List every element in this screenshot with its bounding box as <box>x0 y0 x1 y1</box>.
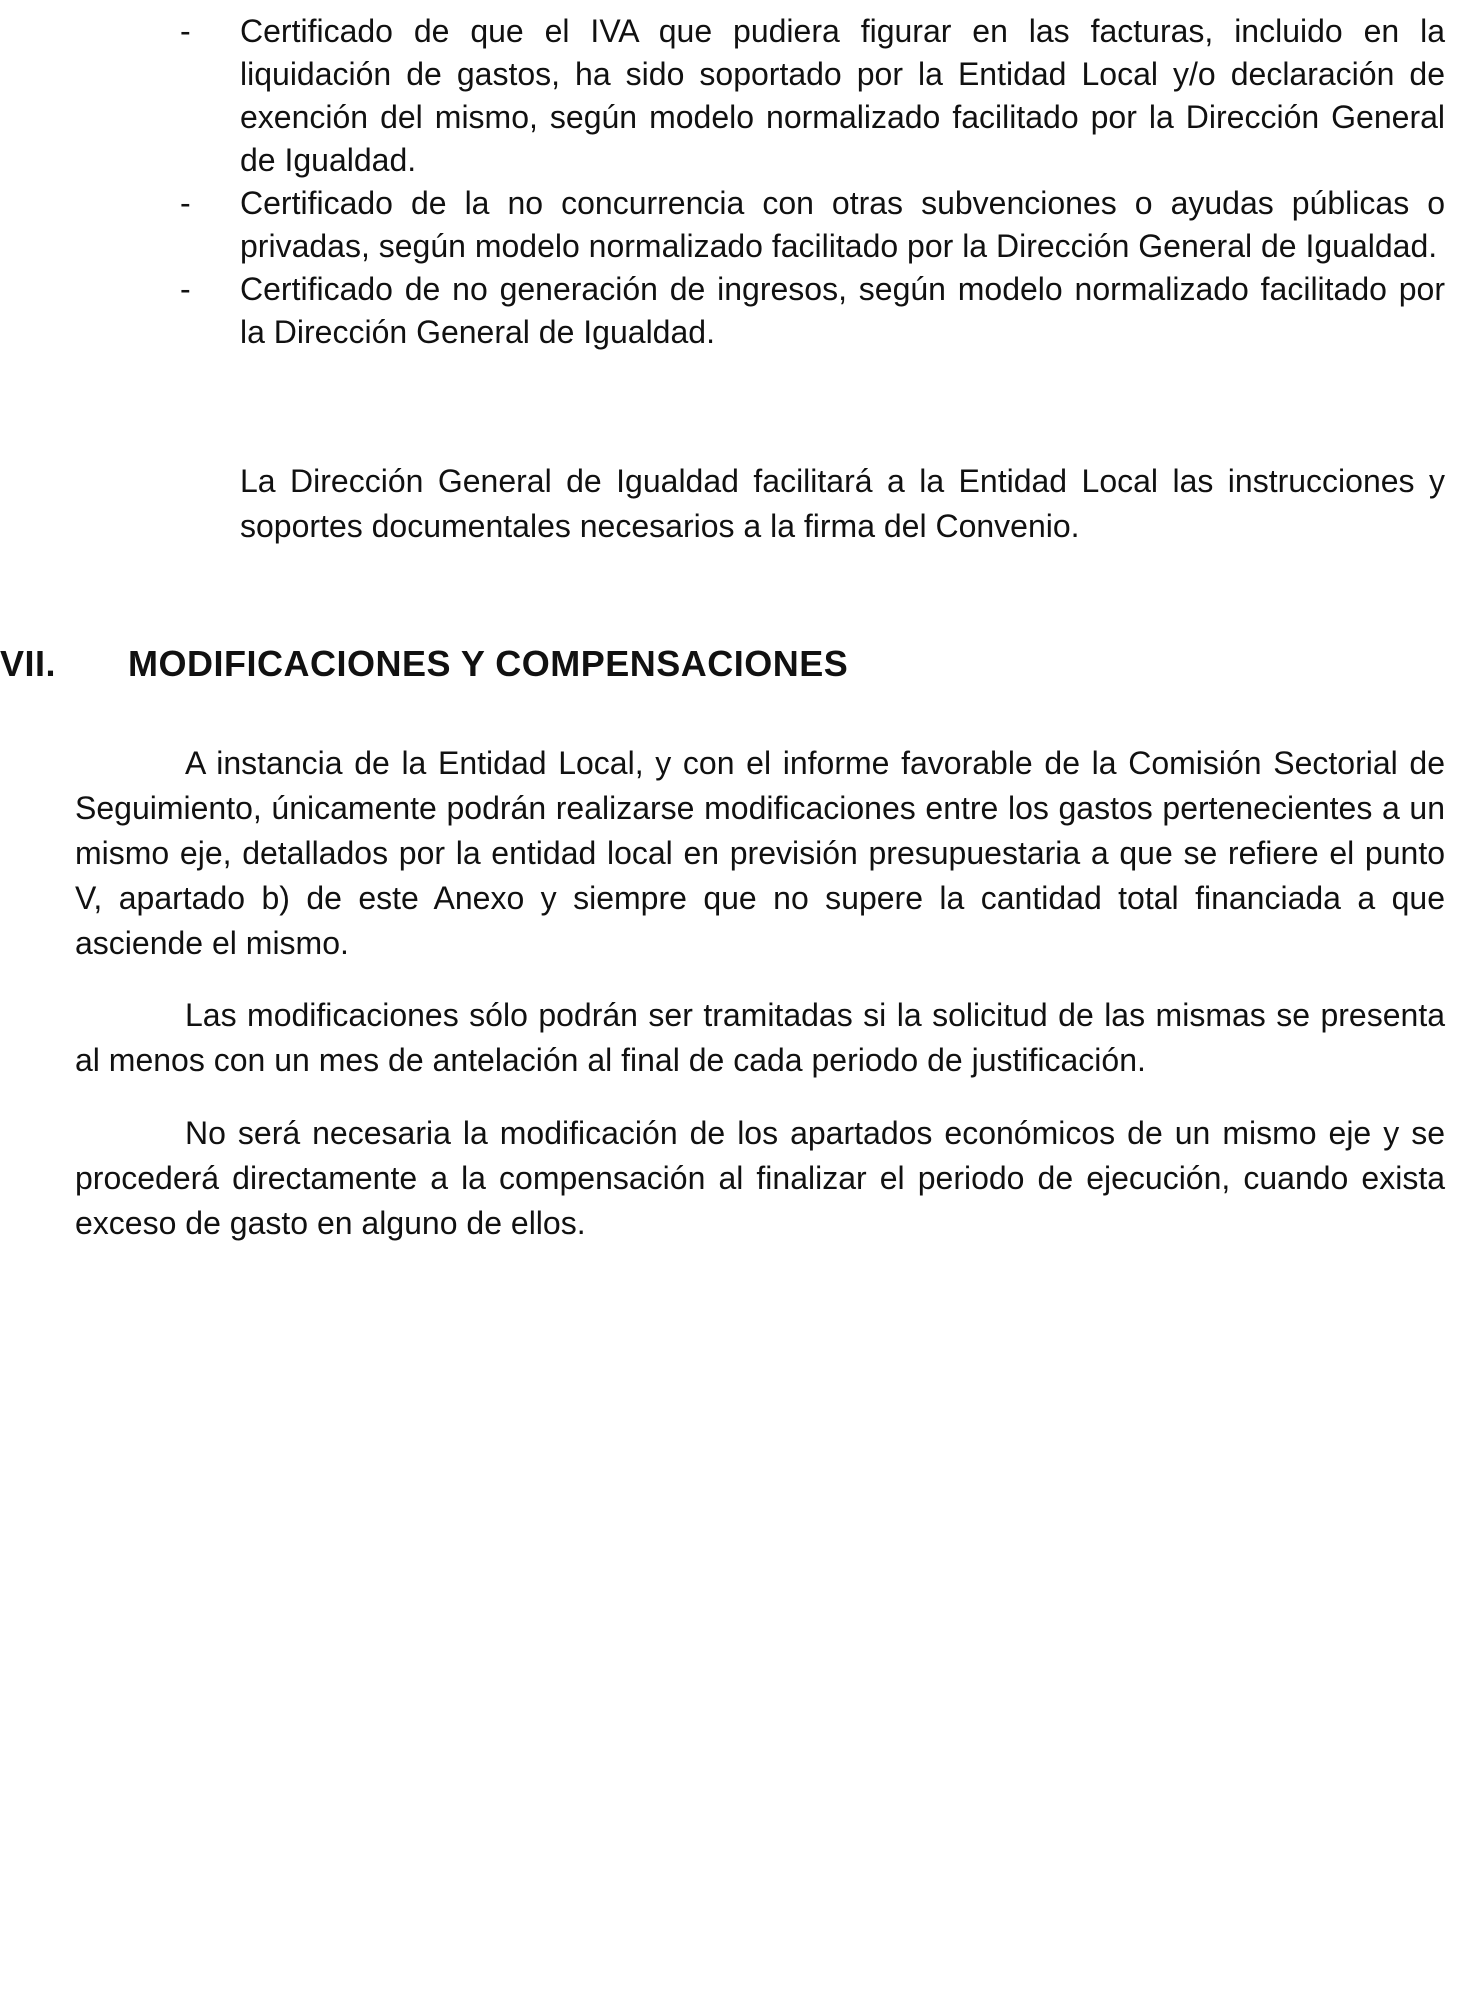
body-paragraph: Las modificaciones sólo podrán ser tramitadas si la solicitud de las mismas se presenta al menos con un mes de antelación al final de cada periodo de justificación. <box>75 997 1445 1078</box>
list-item-text: Certificado de la no concurrencia con otras subvenciones o ayudas públicas o privadas, según modelo normalizado facilitado por la Dirección General de Igualdad. <box>240 185 1445 264</box>
list-item <box>180 268 1445 354</box>
body-paragraph: A instancia de la Entidad Local, y con el informe favorable de la Comisión Sectorial de Seguimiento, únicamente podrán realizarse modificaciones entre los gastos pertenecientes a un mismo eje, detallados por la entidad local en previsión presupuestaria a que se refiere el punto V, apartado b) de este Anexo y siempre que no supere la cantidad total financiada a que asciende el mismo. <box>75 745 1445 961</box>
section-number: VII. <box>0 643 57 684</box>
section-heading <box>0 642 1300 686</box>
instructions-note: La Dirección General de Igualdad facilitará a la Entidad Local las instrucciones y soportes documentales necesarios a la firma del Convenio. <box>240 463 1445 544</box>
certificate-list <box>180 10 1445 354</box>
section-title: MODIFICACIONES Y COMPENSACIONES <box>128 643 849 684</box>
body-paragraph: No será necesaria la modificación de los apartados económicos de un mismo eje y se procederá directamente a la compensación al finalizar el periodo de ejecución, cuando exista exceso de gasto en alguno de ellos. <box>75 1115 1445 1241</box>
list-item-text: Certificado de no generación de ingresos, según modelo normalizado facilitado por la Dirección General de Igualdad. <box>240 271 1445 350</box>
bullet-marker: - <box>180 271 191 307</box>
list-item-text: Certificado de que el IVA que pudiera figurar en las facturas, incluido en la liquidación de gastos, ha sido soportado por la Entidad Local y/o declaración de exención del mismo, según modelo normalizado facilitado por la Dirección General de Igualdad. <box>240 13 1445 178</box>
bullet-marker: - <box>180 13 191 49</box>
list-item <box>180 10 1445 182</box>
bullet-marker: - <box>180 185 191 221</box>
list-item <box>180 182 1445 268</box>
